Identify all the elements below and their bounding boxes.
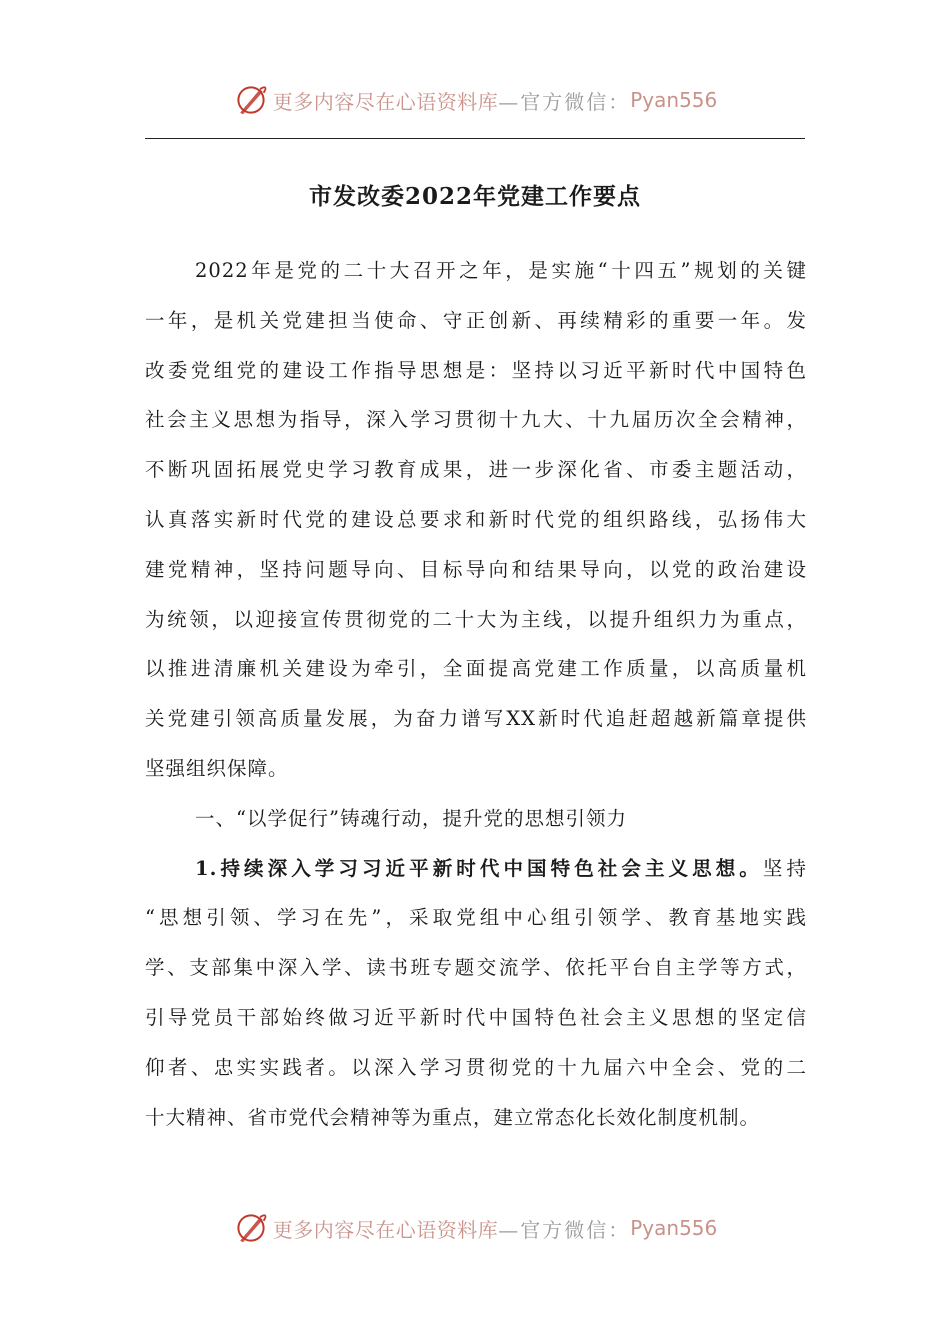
watermark-wechat-label: —官方微信：	[498, 1217, 631, 1242]
paragraph-line: 学、支部集中深入学、读书班专题交流学、依托平台自主学等方式，	[145, 956, 807, 980]
footer-watermark	[0, 1210, 950, 1246]
paragraph-line: 十大精神、省市党代会精神等为重点，建立常态化长效化制度机制。	[145, 1105, 761, 1129]
paragraph-line: 2022年是党的二十大召开之年，是实施“十四五”规划的关键	[195, 259, 807, 282]
section-heading: 一、“以学促行”铸魂行动，提升党的思想引领力	[195, 806, 627, 830]
paragraph-line: 关党建引领高质量发展，为奋力谱写XX新时代追赶超越新篇章提供	[145, 707, 807, 731]
item-lead: 坚持	[762, 856, 807, 880]
paragraph-line: 引导党员干部始终做习近平新时代中国特色社会主义思想的坚定信	[145, 1005, 807, 1029]
paragraph-line: “思想引领、学习在先”，采取党组中心组引领学、教育基地实践	[145, 906, 807, 930]
watermark-wechat-label: —官方微信：	[498, 89, 631, 114]
header-divider	[145, 138, 805, 139]
paragraph-line: 建党精神，坚持问题导向、目标导向和结果导向，以党的政治建设	[145, 557, 807, 581]
paragraph-line: 不断巩固拓展党史学习教育成果，进一步深化省、市委主题活动，	[145, 458, 807, 482]
header-watermark	[0, 82, 950, 118]
quill-logo-icon	[233, 1210, 269, 1246]
item-first-line	[145, 844, 807, 894]
watermark-wechat-id: Pyan556	[630, 1216, 718, 1240]
watermark-site-text: 更多内容尽在心语资料库	[272, 89, 499, 114]
paragraph-line: 认真落实新时代党的建设总要求和新时代党的组织路线，弘扬伟大	[145, 507, 807, 531]
watermark-wechat-id: Pyan556	[630, 88, 718, 112]
quill-logo-icon	[233, 82, 269, 118]
paragraph-line: 以推进清廉机关建设为牵引，全面提高党建工作质量，以高质量机	[145, 657, 807, 681]
paragraph-line: 社会主义思想为指导，深入学习贯彻十九大、十九届历次全会精神，	[145, 408, 807, 432]
paragraph-line: 为统领，以迎接宣传贯彻党的二十大为主线，以提升组织力为重点，	[145, 607, 807, 631]
item-title: 1.持续深入学习习近平新时代中国特色社会主义思想。	[195, 856, 763, 880]
document-title: 市发改委2022年党建工作要点	[308, 183, 641, 210]
watermark-site-text: 更多内容尽在心语资料库	[272, 1217, 499, 1242]
document-body	[145, 246, 807, 1142]
paragraph-line: 改委党组党的建设工作指导思想是：坚持以习近平新时代中国特色	[145, 358, 807, 382]
paragraph-line: 一年，是机关党建担当使命、守正创新、再续精彩的重要一年。发	[145, 308, 807, 332]
paragraph-line: 仰者、忠实实践者。以深入学习贯彻党的十九届六中全会、党的二	[145, 1055, 807, 1079]
paragraph-line: 坚强组织保障。	[145, 756, 289, 780]
